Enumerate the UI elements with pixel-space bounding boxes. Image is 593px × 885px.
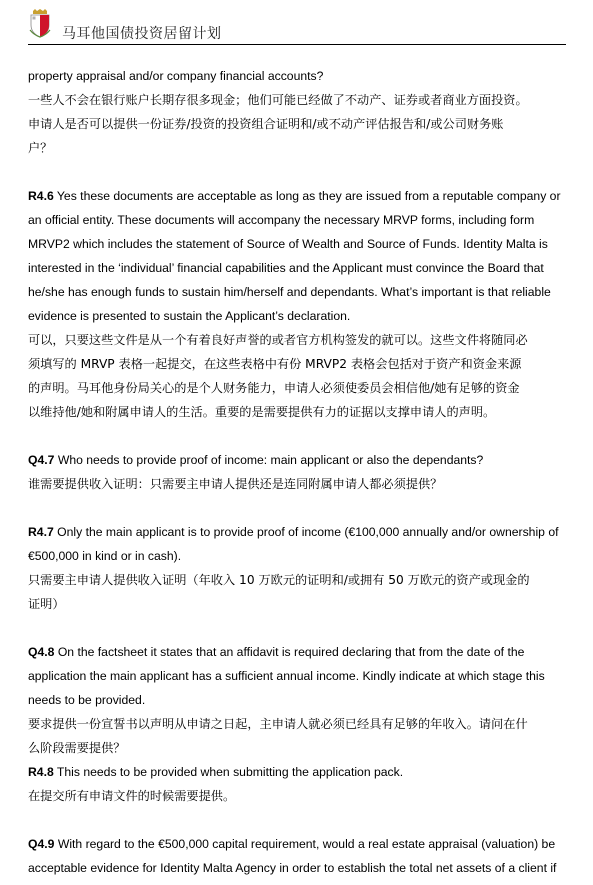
text-line: acceptable evidence for Identity Malta Agency in order to establish the total net assets of a client if xyxy=(28,861,557,875)
text-line-zh: 可以，只要这些文件是从一个有着良好声誉的或者官方机构签发的就可以。这些文件将随同必 xyxy=(28,333,528,347)
text-line-zh: 以维持他/她和附属申请人的生活。重要的是需要提供有力的证据以支撑申请人的声明。 xyxy=(28,405,496,419)
response-4-7-first-line: R4.7 Only the main applicant is to provide proof of income (€100,000 annually and/or ownership of xyxy=(28,525,559,539)
text-line-zh: 一些人不会在银行账户长期存很多现金；他们可能已经做了不动产、证券或者商业方面投资。 xyxy=(28,93,528,107)
text-line: application the main applicant has a sufficient annual income. Kindly indicate at which stage this xyxy=(28,669,545,683)
question-4-8-first-line: Q4.8 On the factsheet it states that an affidavit is required declaring that from the date of the xyxy=(28,645,525,659)
text-line-zh: 证明） xyxy=(28,597,65,611)
text-line-zh: 的声明。马耳他身份局关心的是个人财务能力，申请人必须使委员会相信他/她有足够的资金 xyxy=(28,381,520,395)
malta-coat-of-arms-logo xyxy=(28,8,52,38)
page-header xyxy=(28,6,566,45)
text-line: needs to be provided. xyxy=(28,693,146,707)
text-line-zh: 只需要主申请人提供收入证明（年收入 10 万欧元的证明和/或拥有 50 万欧元的资产或现金的 xyxy=(28,573,530,587)
text-line: he/she has enough funds to sustain him/herself and dependants. What’s important is that reliable xyxy=(28,285,551,299)
question-4-7: Q4.7 Who needs to provide proof of income: main applicant or also the dependants? xyxy=(28,453,484,467)
response-label: R4.6 xyxy=(28,189,54,203)
text-line-zh: 申请人是否可以提供一份证券/投资的投资组合证明和/或不动产评估报告和/或公司财务账 xyxy=(28,117,504,131)
question-label: Q4.9 xyxy=(28,837,55,851)
text-line-zh: 须填写的 MRVP 表格一起提交，在这些表格中有份 MRVP2 表格会包括对于资产和资金来源 xyxy=(28,357,522,371)
text-line: property appraisal and/or company financial accounts? xyxy=(28,69,324,83)
text-line: an official entity. These documents will accompany the necessary MRVP forms, including form xyxy=(28,213,535,227)
question-label: Q4.7 xyxy=(28,453,55,467)
text-line-zh: 户？ xyxy=(28,141,53,155)
text-line: €500,000 in kind or in cash). xyxy=(28,549,182,563)
response-4-8: R4.8 This needs to be provided when submitting the application pack. xyxy=(28,765,404,779)
response-4-6-first-line: R4.6 Yes these documents are acceptable as long as they are issued from a reputable company or xyxy=(28,189,561,203)
text-line-zh: 谁需要提供收入证明：只需要主申请人提供还是连同附属申请人都必须提供？ xyxy=(28,477,443,491)
response-label: R4.8 xyxy=(28,765,54,779)
text-line: MRVP2 which includes the statement of Source of Wealth and Source of Funds. Identity Malta is xyxy=(28,237,548,251)
question-4-9-first-line: Q4.9 With regard to the €500,000 capital requirement, would a real estate appraisal (valuation) be xyxy=(28,837,556,851)
response-label: R4.7 xyxy=(28,525,54,539)
text-line-zh: 在提交所有申请文件的时候需要提供。 xyxy=(28,789,236,803)
document-body xyxy=(28,64,566,880)
text-line-zh: 要求提供一份宣誓书以声明从申请之日起，主申请人就必须已经具有足够的年收入。请问在什 xyxy=(28,717,528,731)
text-line: interested in the ‘individual’ financial capabilities and the Applicant must convince the Board that xyxy=(28,261,544,275)
text-line-zh: 么阶段需要提供？ xyxy=(28,741,126,755)
header-title: 马耳他国债投资居留计划 xyxy=(62,26,222,42)
question-label: Q4.8 xyxy=(28,645,55,659)
text-line: evidence is presented to sustain the Applicant’s declaration. xyxy=(28,309,351,323)
